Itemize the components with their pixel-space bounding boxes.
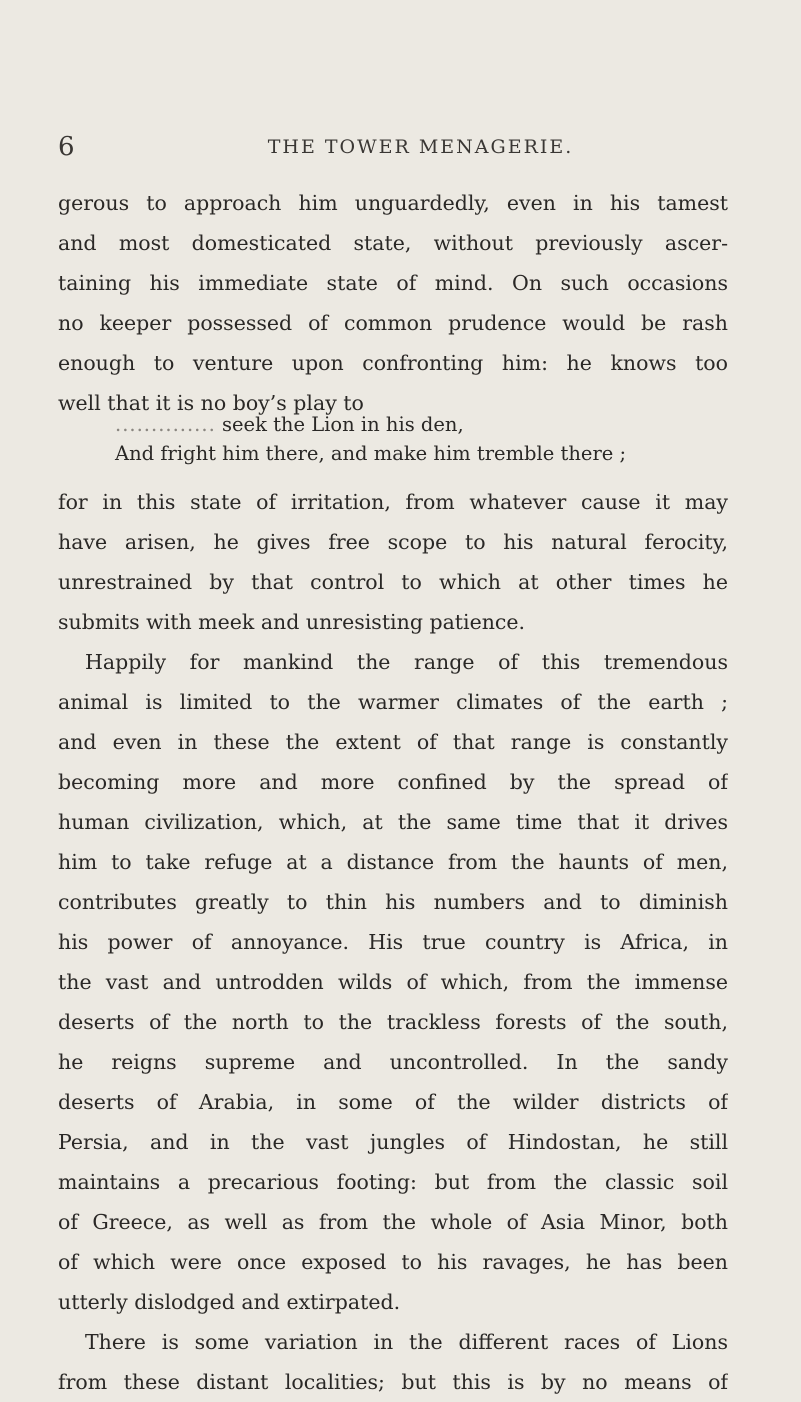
text-line: from these distant localities; but this is by no means of <box>58 1370 728 1394</box>
text-line: contributes greatly to thin his numbers and to diminish <box>58 890 728 914</box>
text-line: and even in these the extent of that range is constantly <box>58 730 728 754</box>
verse-text: seek the Lion in his den, <box>221 413 464 436</box>
verse-line: And fright him there, and make him tremble there ; <box>115 442 627 465</box>
text-line: deserts of Arabia, in some of the wilder districts of <box>58 1090 728 1114</box>
text-line: he reigns supreme and uncontrolled. In the sandy <box>58 1050 728 1074</box>
text-line: submits with meek and unresisting patience. <box>58 610 526 634</box>
paragraph-4 <box>58 1322 728 1402</box>
text-line: There is some variation in the different races of Lions <box>85 1330 728 1354</box>
ellipsis: .............. <box>115 413 216 436</box>
text-line: unrestrained by that control to which at other times he <box>58 570 728 594</box>
text-line: Persia, and in the vast jungles of Hindostan, he still <box>58 1130 728 1154</box>
text-line: deserts of the north to the trackless forests of the south, <box>58 1010 728 1034</box>
text-line: of Greece, as well as from the whole of Asia Minor, both <box>58 1210 728 1234</box>
text-line: gerous to approach him unguardedly, even in his tamest <box>58 191 728 215</box>
text-line: have arisen, he gives free scope to his natural ferocity, <box>58 530 728 554</box>
text-line: of which were once exposed to his ravages, he has been <box>58 1250 728 1274</box>
text-line: animal is limited to the warmer climates of the earth ; <box>58 690 728 714</box>
paragraph-1 <box>58 183 728 423</box>
text-line: enough to venture upon confronting him: he knows too <box>58 351 728 375</box>
text-line: well that it is no boy’s play to <box>58 391 364 415</box>
text-line: the vast and untrodden wilds of which, from the immense <box>58 970 728 994</box>
text-line: human civilization, which, at the same time that it drives <box>58 810 728 834</box>
text-line: maintains a precarious footing: but from the classic soil <box>58 1170 728 1194</box>
running-head: THE TOWER MENAGERIE. <box>267 136 574 158</box>
text-line: his power of annoyance. His true country is Africa, in <box>58 930 728 954</box>
text-line: utterly dislodged and extirpated. <box>58 1290 401 1314</box>
text-line: and most domesticated state, without previously ascer- <box>58 231 728 255</box>
verse-line <box>115 410 715 439</box>
text-line: him to take refuge at a distance from the haunts of men, <box>58 850 728 874</box>
text-line: Happily for mankind the range of this tremendous <box>85 650 728 674</box>
text-line: no keeper possessed of common prudence would be rash <box>58 311 728 335</box>
text-line: becoming more and more confined by the spread of <box>58 770 728 794</box>
page-number: 6 <box>58 132 75 162</box>
verse-quotation <box>115 410 715 468</box>
paragraph-2 <box>58 482 728 642</box>
text-line: taining his immediate state of mind. On such occasions <box>58 271 728 295</box>
paragraph-3 <box>58 642 728 1322</box>
text-line: for in this state of irritation, from whatever cause it may <box>58 490 728 514</box>
